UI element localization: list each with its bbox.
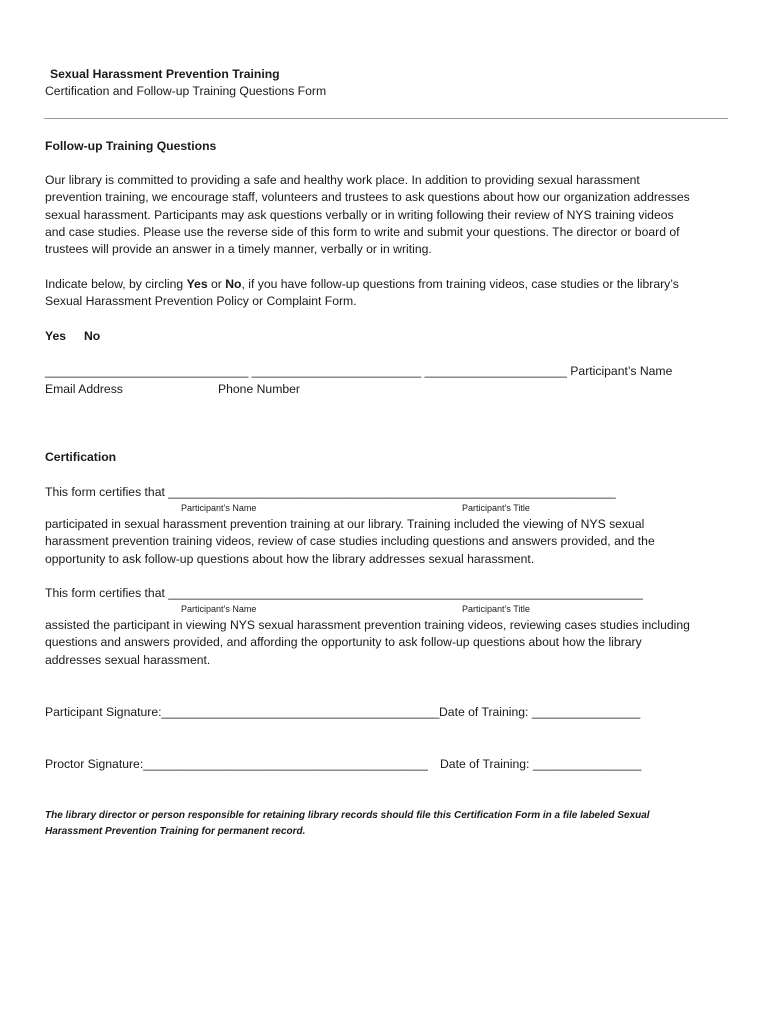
header-divider — [44, 118, 728, 119]
participant-date-label: Date of Training: — [439, 705, 532, 719]
proctor-date-row — [440, 756, 641, 773]
para2-line: questions and answers provided, and affording the opportunity to ask follow-up questions about how the library — [45, 635, 642, 650]
indicate-line-1: Indicate below, by circling Yes or No, if you have follow-up questions from training videos, case studies or the library’s — [45, 277, 679, 291]
phone-label: Phone Number — [218, 382, 300, 396]
note-line: Harassment Prevention Training for permanent record. — [45, 826, 306, 837]
participant-name-title-field-2[interactable]: ______________________________________________________________________ — [168, 586, 643, 600]
para2-line: assisted the participant in viewing NYS sexual harassment prevention training videos, reviewing cases studies including — [45, 618, 690, 632]
para1-line: harassment prevention training videos, review of case studies including questions and answers provided, and the — [45, 534, 655, 549]
intro-line: Our library is committed to providing a safe and healthy work place. In addition to providing sexual harassment — [45, 173, 640, 187]
participant-name-caption: Participant’s Name — [181, 503, 257, 513]
participant-title-caption: Participant’s Title — [462, 503, 530, 513]
proctor-signature-label: Proctor Signature: — [45, 757, 144, 771]
proctor-signature-field[interactable]: __________________________________________ — [143, 757, 428, 771]
indicate-line-2: Sexual Harassment Prevention Policy or Complaint Form. — [45, 294, 357, 309]
intro-line: prevention training, we encourage staff, volunteers and trustees to ask questions about how our organization addresses — [45, 190, 690, 205]
intro-line: trustees will provide an answer in a timely manner, verbally or in writing. — [45, 242, 432, 257]
no-option[interactable]: No — [84, 329, 101, 343]
participant-date-field[interactable]: ________________ — [531, 705, 641, 719]
email-label: Email Address — [45, 382, 123, 396]
contact-info-line[interactable]: ______________________________ _________________________ _____________________ Participant’s Name — [45, 364, 673, 378]
document-subtitle: Certification and Follow-up Training Questions Form — [45, 84, 327, 98]
certification-paragraph-2 — [45, 617, 745, 669]
indicate-no: No — [225, 277, 242, 291]
followup-heading: Follow-up Training Questions — [45, 139, 217, 153]
participant-signature-label: Participant Signature: — [45, 705, 162, 719]
certification-paragraph-1 — [45, 516, 745, 568]
participant-name-title-field-1[interactable]: __________________________________________________________________ — [168, 485, 616, 499]
para1-line: opportunity to ask follow-up questions about how the library addresses sexual harassment. — [45, 551, 535, 566]
proctor-date-label: Date of Training: — [440, 757, 533, 771]
proctor-date-field[interactable]: ________________ — [532, 757, 642, 771]
para1-line: participated in sexual harassment prevention training at our library. Training included the viewing of NYS sexual — [45, 517, 645, 531]
intro-line: and case studies. Please use the reverse side of this form to write and submit your questions. The director or board of — [45, 224, 680, 239]
proctor-signature-row — [45, 756, 428, 773]
para2-line: addresses sexual harassment. — [45, 652, 211, 667]
participant-signature-row — [45, 704, 439, 721]
indicate-yes: Yes — [186, 277, 208, 291]
participant-name-caption: Participant’s Name — [181, 604, 257, 614]
intro-line: sexual harassment. Participants may ask questions verbally or in writing following their review of NYS training videos — [45, 207, 674, 222]
certifies-line-1: This form certifies that __________________________________________________________________ — [45, 485, 616, 499]
followup-intro — [45, 172, 745, 258]
indicate-paragraph — [45, 276, 745, 311]
records-note — [45, 808, 735, 840]
certifies-line-2: This form certifies that ______________________________________________________________________ — [45, 586, 643, 600]
participant-signature-field[interactable]: _________________________________________ — [161, 705, 440, 719]
note-line: The library director or person responsible for retaining library records should file this Certification Form in a file labeled Sexual — [45, 810, 650, 821]
document-title: Sexual Harassment Prevention Training — [50, 67, 280, 81]
certification-heading: Certification — [45, 450, 117, 464]
participant-date-row — [439, 704, 640, 721]
participant-title-caption: Participant’s Title — [462, 604, 530, 614]
yes-option[interactable]: Yes — [45, 329, 67, 343]
